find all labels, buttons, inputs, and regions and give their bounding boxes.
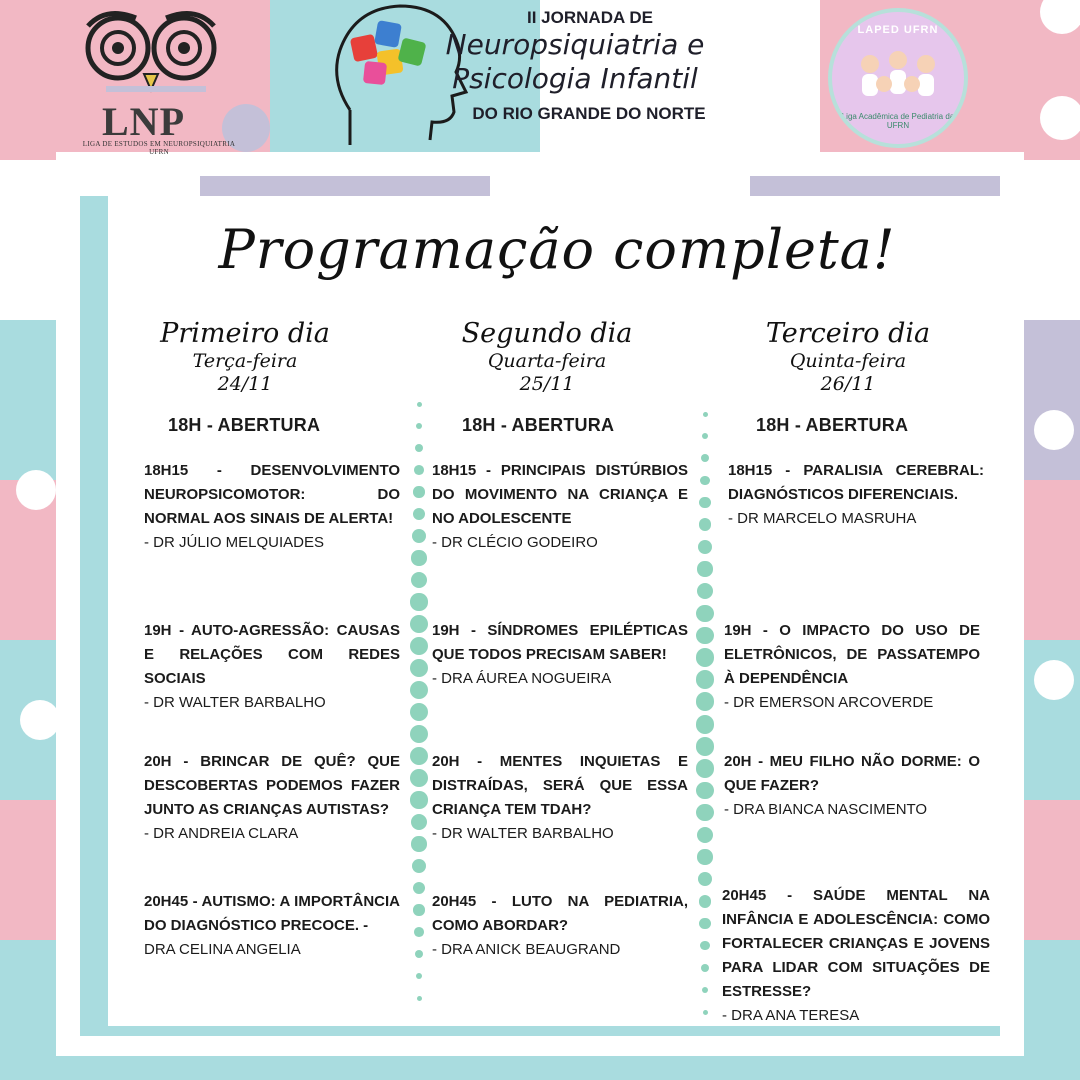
separator-dot <box>410 769 428 787</box>
talk-item <box>432 619 688 691</box>
puzzle-knob <box>20 700 60 740</box>
separator-dot <box>411 814 427 830</box>
separator-dot <box>699 497 710 508</box>
talk-item <box>432 750 688 846</box>
separator-dot <box>411 572 427 588</box>
talk-title: 19H - SÍNDROMES EPILÉPTICAS QUE TODOS PRECISAM SABER! <box>432 622 688 663</box>
day-date: 24/11 <box>217 373 273 395</box>
talk-item <box>432 459 688 555</box>
separator-dot <box>414 927 424 937</box>
separator-dot <box>417 996 422 1001</box>
talk-item <box>728 459 984 531</box>
talk-item <box>432 890 688 962</box>
talk-speaker: - DR ANDREIA CLARA <box>144 825 299 842</box>
separator-dot <box>701 964 709 972</box>
talk-title: 19H - AUTO-AGRESSÃO: CAUSAS E RELAÇÕES COM REDES SOCIAIS <box>144 622 400 687</box>
talk-speaker: - DR MARCELO MASRUHA <box>728 510 917 527</box>
lnp-subtitle: LIGA DE ESTUDOS EM NEUROPSIQUIATRIA UFRN <box>82 140 236 156</box>
separator-dot <box>696 648 714 666</box>
day-name: Segundo dia <box>461 318 633 349</box>
separator-dot <box>412 859 426 873</box>
separator-dot <box>697 849 712 864</box>
separator-dot <box>696 627 714 645</box>
weekday: Quarta-feira <box>487 350 607 372</box>
lnp-wordmark: LNP <box>102 99 185 144</box>
talk-title: 18H15 - DESENVOLVIMENTO NEUROPSICOMOTOR: DO NORMAL AOS SINAIS DE ALERTA! <box>144 462 400 527</box>
puzzle-knob <box>16 470 56 510</box>
separator-dot <box>696 605 713 622</box>
separator-dot <box>699 895 712 908</box>
talk-speaker: - DR JÚLIO MELQUIADES <box>144 534 325 551</box>
separator-dot <box>696 737 715 756</box>
talk-speaker: - DRA BIANCA NASCIMENTO <box>724 801 928 818</box>
puzzle-knob <box>16 238 56 278</box>
separator-dot <box>410 615 428 633</box>
lnp-logo <box>66 6 246 156</box>
talk-title: 19H - O IMPACTO DO USO DE ELETRÔNICOS, DE PASSATEMPO À DEPENDÊNCIA <box>724 622 980 687</box>
talk-title: 20H - BRINCAR DE QUÊ? QUE DESCOBERTAS PODEMOS FAZER JUNTO AS CRIANÇAS AUTISTAS? <box>144 753 400 818</box>
separator-dot <box>696 759 714 777</box>
separator-dot <box>696 715 715 734</box>
weekday: Terça-feira <box>192 350 298 372</box>
children-icon <box>850 46 946 106</box>
separator-dot <box>700 476 710 486</box>
owl-icon <box>66 6 246 106</box>
separator-dot <box>696 804 713 821</box>
puzzle-piece <box>1020 800 1080 940</box>
talk-speaker: - DRA ÁUREA NOGUEIRA <box>432 670 612 687</box>
talk-title: 18H15 - PARALISIA CEREBRAL: DIAGNÓSTICOS DIFERENCIAIS. <box>728 462 984 503</box>
talk-title: 20H - MENTES INQUIETAS E DISTRAÍDAS, SERÁ QUE ESSA CRIANÇA TEM TDAH? <box>432 753 688 818</box>
talk-speaker: - DR EMERSON ARCOVERDE <box>724 694 934 711</box>
laped-logo <box>828 8 968 148</box>
day-1-header <box>130 318 360 396</box>
talk-item <box>144 619 400 715</box>
title-line-1: Neuropsiquiatria e <box>445 28 705 61</box>
talk-title: 18H15 - PRINCIPAIS DISTÚRBIOS DO MOVIMENTO NA CRIANÇA E NO ADOLESCENTE <box>432 462 688 527</box>
day-1-opening: 18H - ABERTURA <box>168 415 321 435</box>
separator-dot <box>411 550 426 565</box>
talk-title: 20H45 - LUTO NA PEDIATRIA, COMO ABORDAR? <box>432 893 688 934</box>
day-date: 26/11 <box>820 373 876 395</box>
separator-dot <box>697 561 712 576</box>
day-date: 25/11 <box>519 373 575 395</box>
separator-dot <box>703 1010 708 1015</box>
day-3-opening: 18H - ABERTURA <box>756 415 909 435</box>
puzzle-knob <box>1034 660 1074 700</box>
separator-dot <box>696 782 714 800</box>
talk-item <box>144 750 400 846</box>
talk-speaker: DRA CELINA ANGELIA <box>144 941 301 958</box>
separator-dot <box>414 465 424 475</box>
separator-dot <box>410 791 427 808</box>
talk-item <box>724 750 980 822</box>
talk-item <box>144 459 400 555</box>
day-2-opening: 18H - ABERTURA <box>462 415 615 435</box>
main-title: Programação completa! <box>218 218 896 281</box>
puzzle-piece <box>1020 480 1080 640</box>
talk-item <box>144 890 400 962</box>
puzzle-piece <box>1020 320 1080 480</box>
separator-dot <box>417 402 422 407</box>
laped-name: LAPED UFRN <box>857 24 939 36</box>
separator-dot <box>697 827 713 843</box>
talk-speaker: - DRA ANA TERESA <box>722 1007 860 1024</box>
separator-dot <box>410 593 427 610</box>
weekday: Quinta-feira <box>789 350 907 372</box>
title-top: II JORNADA DE <box>527 8 653 27</box>
header <box>0 0 1080 156</box>
title-line-2: Psicologia Infantil <box>452 62 698 95</box>
event-title <box>440 8 710 124</box>
talk-title: 20H45 - SAÚDE MENTAL NA INFÂNCIA E ADOLESCÊNCIA: COMO FORTALECER CRIANÇAS E JOVENS PARA LIDAR COM SITUAÇÕES DE ESTRESSE? <box>722 887 990 1000</box>
day-2-header <box>432 318 662 396</box>
talk-speaker: - DR WALTER BARBALHO <box>432 825 614 842</box>
title-bottom: DO RIO GRANDE DO NORTE <box>472 104 706 123</box>
day-name: Primeiro dia <box>160 318 330 349</box>
talk-item <box>724 619 980 715</box>
talk-title: 20H - MEU FILHO NÃO DORME: O QUE FAZER? <box>724 753 980 794</box>
puzzle-piece <box>1020 940 1080 1080</box>
separator-dot <box>703 412 708 417</box>
puzzle-piece <box>1020 160 1080 320</box>
talk-item <box>722 884 990 1028</box>
separator-dot <box>698 872 712 886</box>
talk-speaker: - DRA ANICK BEAUGRAND <box>432 941 621 958</box>
talk-speaker: - DR WALTER BARBALHO <box>144 694 326 711</box>
separator-dot <box>413 904 424 915</box>
puzzle-knob <box>1034 410 1074 450</box>
day-name: Terceiro dia <box>765 318 931 349</box>
separator-dot <box>411 836 426 851</box>
talk-title: 20H45 - AUTISMO: A IMPORTÂNCIA DO DIAGNÓSTICO PRECOCE. - <box>144 893 400 934</box>
day-3-header <box>728 318 968 396</box>
talk-speaker: - DR CLÉCIO GODEIRO <box>432 534 598 551</box>
laped-ring-text: Liga Acadêmica de Pediatria da UFRN <box>841 112 955 130</box>
separator-dot <box>699 918 710 929</box>
separator-dot <box>412 529 426 543</box>
separator-dot <box>698 540 712 554</box>
separator-dot <box>413 486 424 497</box>
